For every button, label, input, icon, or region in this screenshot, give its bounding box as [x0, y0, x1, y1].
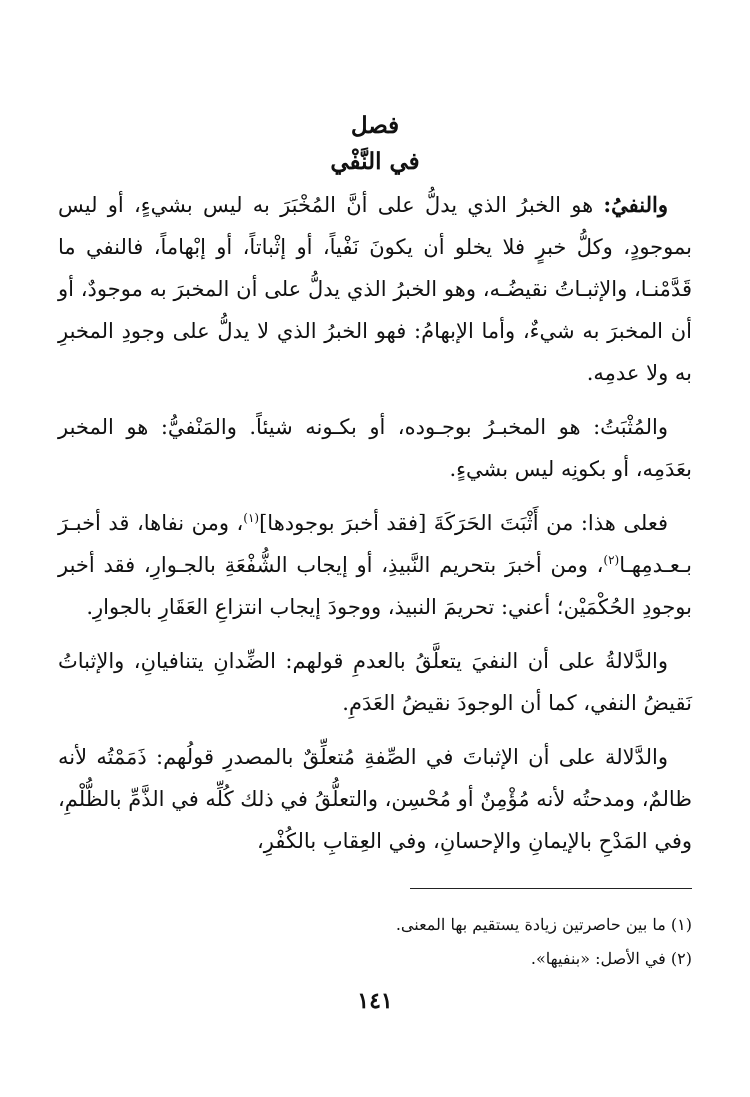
chapter-subtitle: في النَّفْي — [330, 148, 420, 175]
paragraph-definition-negation — [58, 184, 692, 394]
paragraph-text-part: ، ومن نفاها، قد أخبـرَ بـعـدمِهـا — [58, 511, 692, 577]
paragraph-text-part: ، ومن أخبرَ بتحريم النَّبيذِ، أو إيجاب الشُّفْعَةِ بالجـوارِ، فقد أخبر بوجودِ الحُكْمَيْن؛ أعني: تحريمَ النبيذ، ووجودَ إيجاب انتزاعِ العَقَارِ بالجوارِ. — [58, 553, 692, 619]
paragraph-affirmed-negated — [58, 406, 692, 490]
chapter-title: فصل — [350, 112, 400, 139]
paragraph-lead-term: والمُثْبَتُ: — [593, 415, 668, 439]
paragraph-text: هو المخبـرُ بوجـوده، أو بكـونه شيئاً. والمَنْفيُّ: هو المخبر بعَدَمِه، أو بكونِه ليس بشيءٍ. — [58, 415, 692, 481]
paragraph-proof-affirmation: والدَّلالة على أن الإثباتَ في الصِّفةِ مُتعلِّقٌ بالمصدرِ قولُهم: ذَمَمْتُه لأنه ظالمٌ، ومدحتُه لأنه مُؤْمِنٌ أو مُحْسِن، والتعلُّقُ في ذلك كُلِّه في الذَّمِّ بالظُّلْمِ، وفي المَدْحِ بالإيمانِ والإحسانِ، وفي العِقابِ بالكُفْرِ، — [58, 745, 692, 853]
paragraph-text-part: فعلى هذا: من أَثْبَتَ الحَرَكَةَ [فقد أخبرَ بوجودها] — [259, 511, 668, 535]
paragraph-lead-term: والنفيُ: — [603, 192, 668, 217]
paragraph-text: هو الخبرُ الذي يدلُّ على أنَّ المُخْبَرَ به ليس بشيءٍ، أو ليس بموجودٍ، وكلُّ خبرٍ فلا يخلو أن يكونَ نَفْياً، أو إثْباتاً، أو إبْهاماً، فالنفي ما قَدَّمْنـا، والإثبـاتُ نقيضُـه، وهو الخبرُ الذي يدلُّ على أن المخبرَ به موجودٌ، أو أن المخبرَ به شيءٌ، وأما الإبهامُ: فهو الخبرُ الذي لا يدلُّ على وجودِ المخبرِ به ولا عدمِه. — [58, 193, 692, 385]
footnote-item: (١) ما بين حاصرتين زيادة يستقيم بها المعنى. — [395, 915, 692, 934]
footnotes-list — [58, 908, 692, 976]
footnote-divider — [410, 888, 692, 889]
paragraph-proof-negation: والدَّلالةُ على أن النفيَ يتعلَّقُ بالعدمِ قولهم: الضِّدانِ يتنافيانِ، والإثباتُ نَقيضُ النفي، كما أن الوجودَ نقيضُ العَدَمِ. — [58, 649, 692, 715]
chapter-heading — [58, 108, 692, 180]
page-number: ١٤١ — [357, 988, 393, 1014]
footnote-reference-1[interactable]: (١) — [243, 511, 260, 525]
paragraph-examples — [58, 502, 692, 628]
book-page — [58, 108, 692, 1068]
footnote-item: (٢) في الأصل: «بنفيها». — [530, 949, 692, 968]
footnote-reference-2[interactable]: (٢) — [603, 553, 620, 567]
